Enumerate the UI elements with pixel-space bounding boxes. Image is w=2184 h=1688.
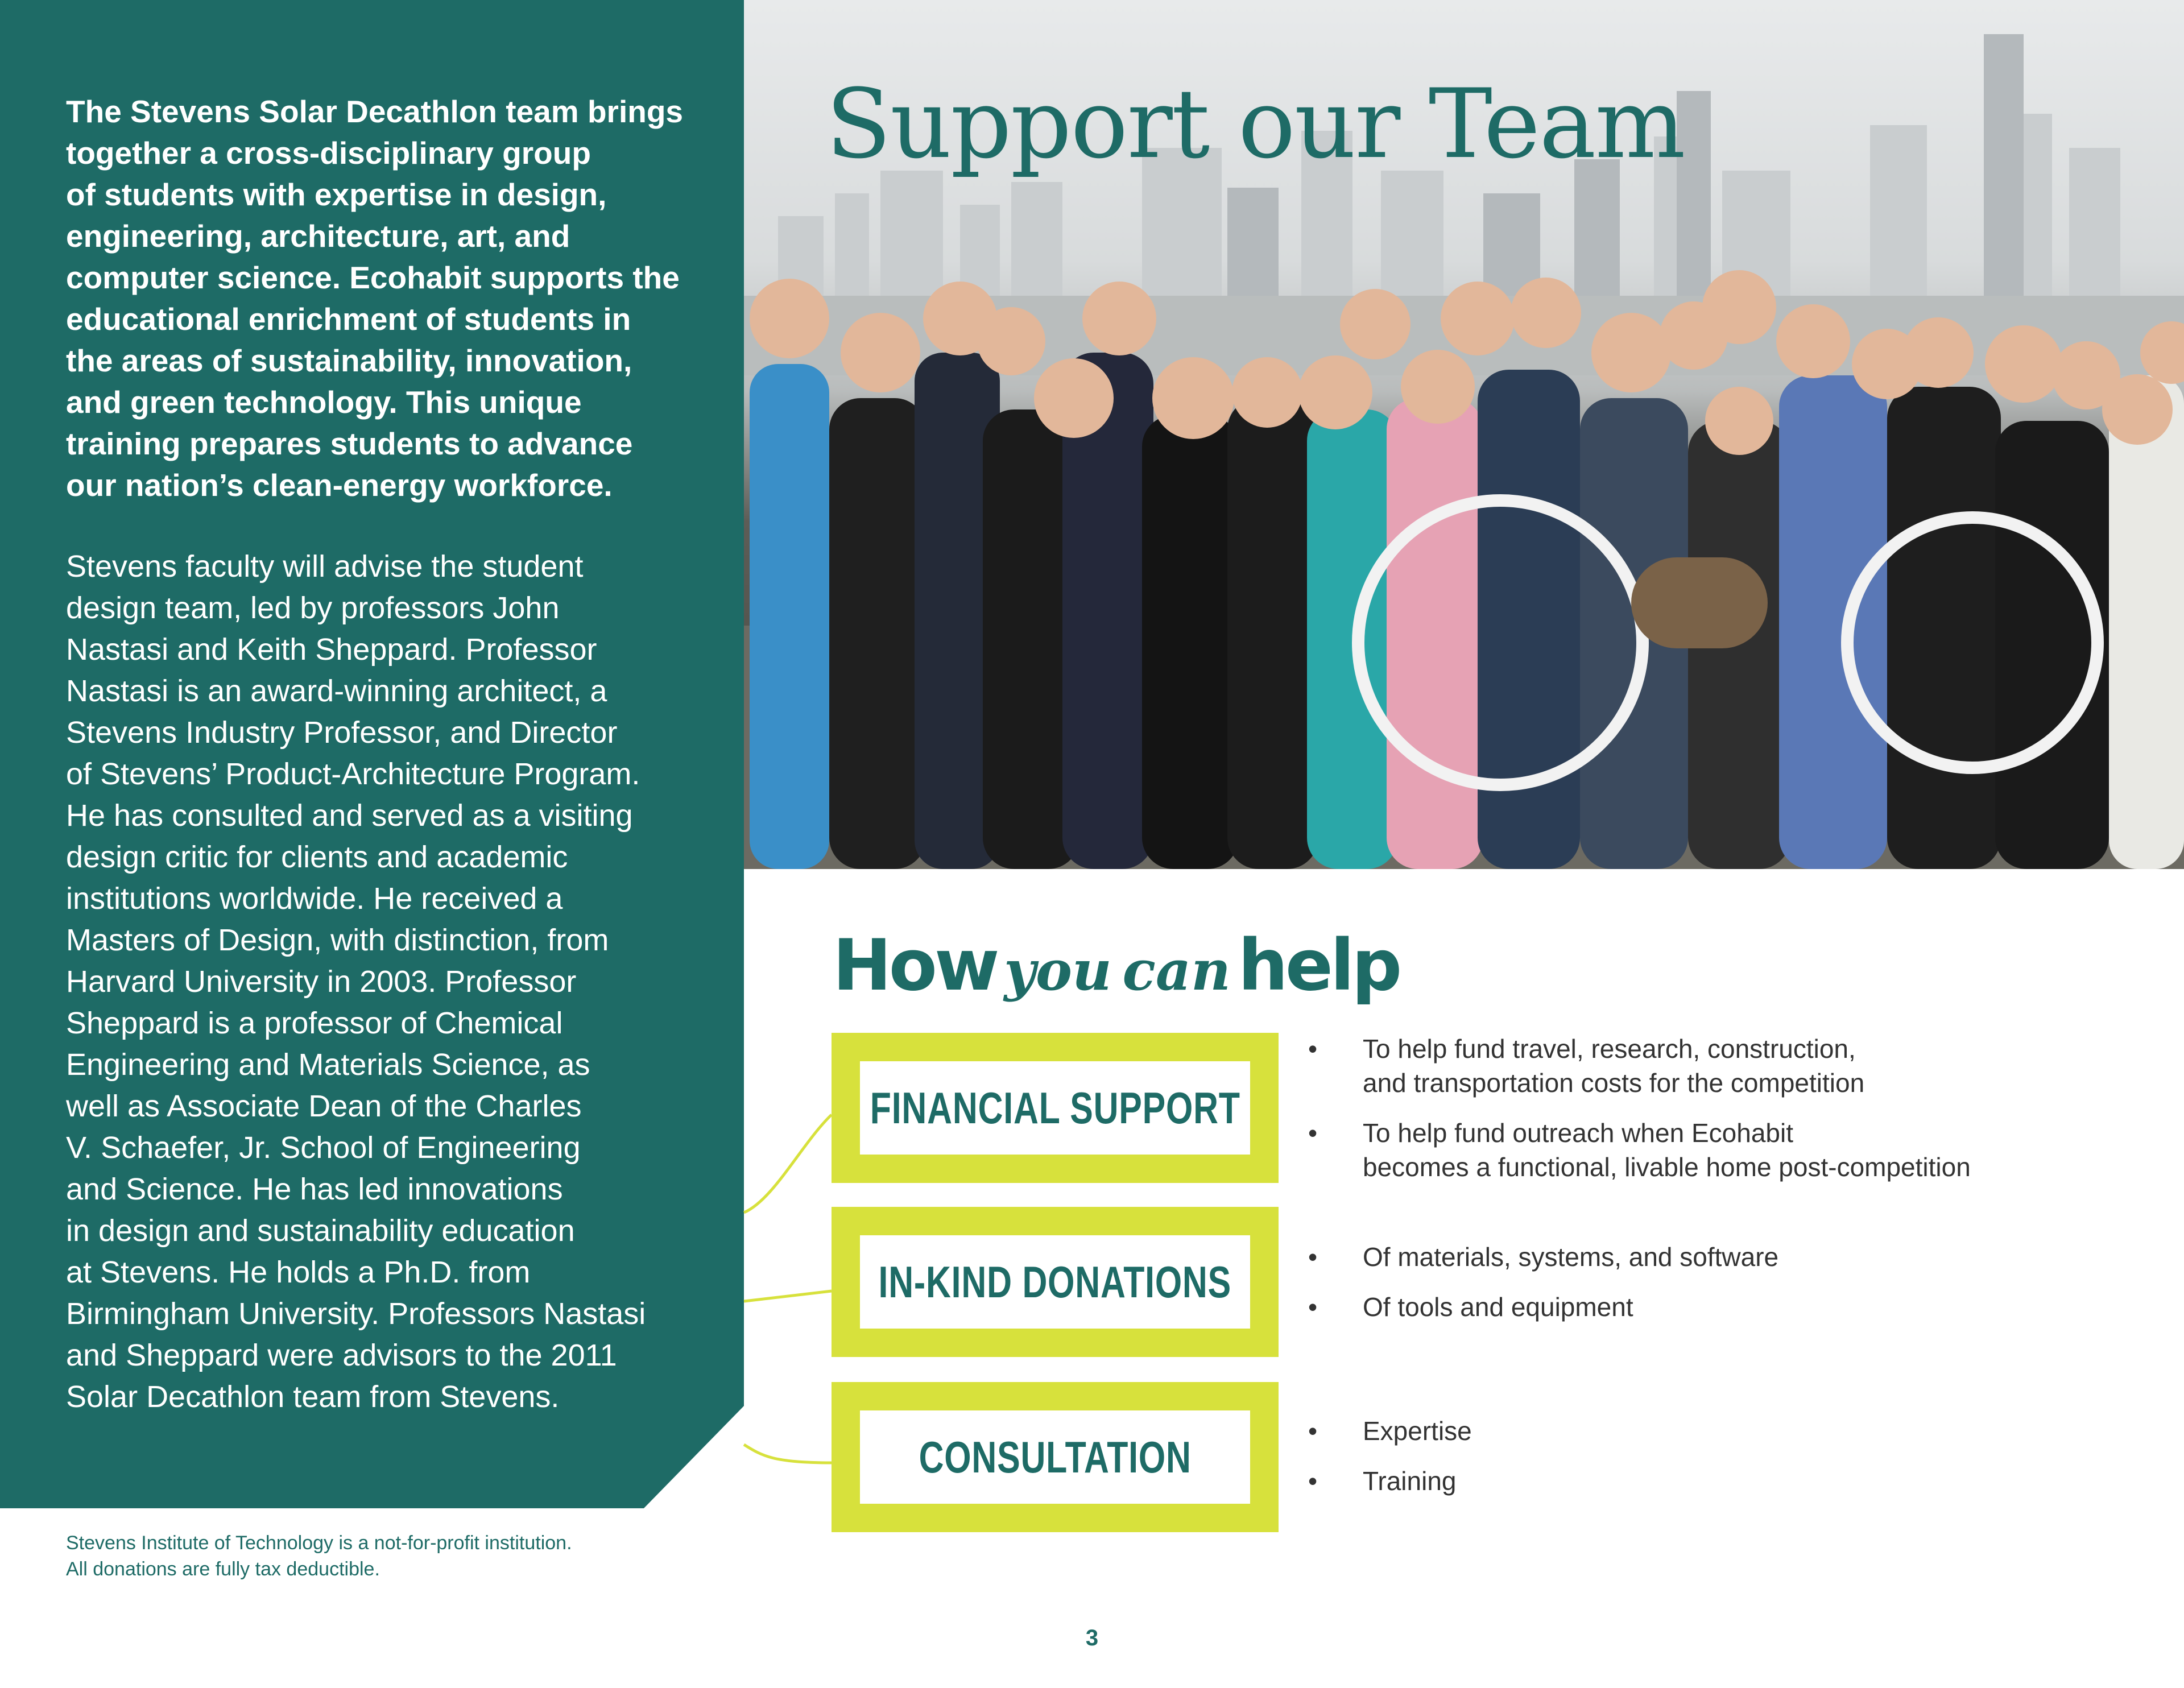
bullet-text: To help fund travel, research, construction, and transportation costs for the competition bbox=[1363, 1034, 1865, 1098]
bullet-text: Training bbox=[1363, 1466, 1457, 1496]
bullet-icon: • bbox=[1308, 1416, 1318, 1446]
bullet-text: Of materials, systems, and software bbox=[1363, 1242, 1779, 1272]
list-item bbox=[1308, 1290, 2150, 1324]
in-kind-donations-label: IN-KIND DONATIONS bbox=[878, 1256, 1232, 1307]
list-item bbox=[1308, 1464, 2150, 1498]
bullet-icon: • bbox=[1308, 1034, 1318, 1064]
financial-support-label: FINANCIAL SUPPORT bbox=[870, 1082, 1240, 1133]
how-you-can-help-heading bbox=[833, 920, 1399, 1031]
financial-support-bullets bbox=[1308, 1032, 2150, 1200]
page-number: 3 bbox=[1085, 1625, 1099, 1650]
bullet-text: Expertise bbox=[1363, 1416, 1472, 1446]
heading-word-can: can bbox=[1122, 938, 1231, 1003]
financial-support-box bbox=[832, 1033, 1279, 1183]
list-item bbox=[1308, 1032, 2150, 1100]
consultation-bullets bbox=[1308, 1414, 2150, 1514]
in-kind-donations-box bbox=[832, 1207, 1279, 1357]
faculty-bio-paragraph: Stevens faculty will advise the student design team, led by professors John Nastasi and Keith Sheppard. Professor Nastasi is an award-winning architect, a Stevens Industry Professor, and Director of Stevens’ Product-Architecture Program. He has consulted and served as a visiting design critic for clients and academic institutions worldwide. He received a Masters of Design, with distinction, from Harvard University in 2003. Professor Sheppard is a professor of Chemical Engineering and Materials Science, as well as Associate Dean of the Charles V. Schaefer, Jr. School of Engineering and Science. He has led innovations in design and sustainability education at Stevens. He holds a Ph.D. from Birmingham University. Professors Nastasi and Sheppard were advisors to the 2011 Solar Decathlon team from Stevens. bbox=[66, 549, 646, 1414]
bullet-icon: • bbox=[1308, 1292, 1318, 1322]
page-title: Support our Team bbox=[826, 68, 1685, 180]
consultation-box bbox=[832, 1382, 1279, 1532]
in-kind-donations-bullets bbox=[1308, 1240, 2150, 1340]
bullet-text: To help fund outreach when Ecohabit becomes a functional, livable home post-competition bbox=[1363, 1118, 1971, 1182]
consultation-label: CONSULTATION bbox=[919, 1432, 1192, 1482]
tax-deductible-footnote: Stevens Institute of Technology is a not-for-profit institution. All donations are fully tax deductible. bbox=[66, 1532, 572, 1580]
financial-support-box-inner bbox=[860, 1061, 1250, 1155]
heading-word-you: you bbox=[1004, 938, 1112, 1003]
bullet-icon: • bbox=[1308, 1466, 1318, 1496]
list-item bbox=[1308, 1240, 2150, 1274]
intro-paragraph: The Stevens Solar Decathlon team brings together a cross-disciplinary group of students with expertise in design, engineering, architecture, art, and computer science. Ecohabit supports the educational enrichment of students in the areas of sustainability, innovation, and green technology. This unique training prepares students to advance our nation’s clean-energy workforce. bbox=[66, 94, 684, 503]
consultation-box-inner bbox=[860, 1410, 1250, 1504]
heading-word-help: help bbox=[1238, 925, 1400, 1007]
bullet-icon: • bbox=[1308, 1118, 1318, 1148]
bullet-text: Of tools and equipment bbox=[1363, 1292, 1633, 1322]
list-item bbox=[1308, 1414, 2150, 1448]
in-kind-donations-box-inner bbox=[860, 1235, 1250, 1329]
bullet-icon: • bbox=[1308, 1242, 1318, 1272]
list-item bbox=[1308, 1116, 2150, 1184]
box-connector-lines bbox=[739, 1081, 842, 1479]
heading-word-how: How bbox=[833, 925, 997, 1007]
